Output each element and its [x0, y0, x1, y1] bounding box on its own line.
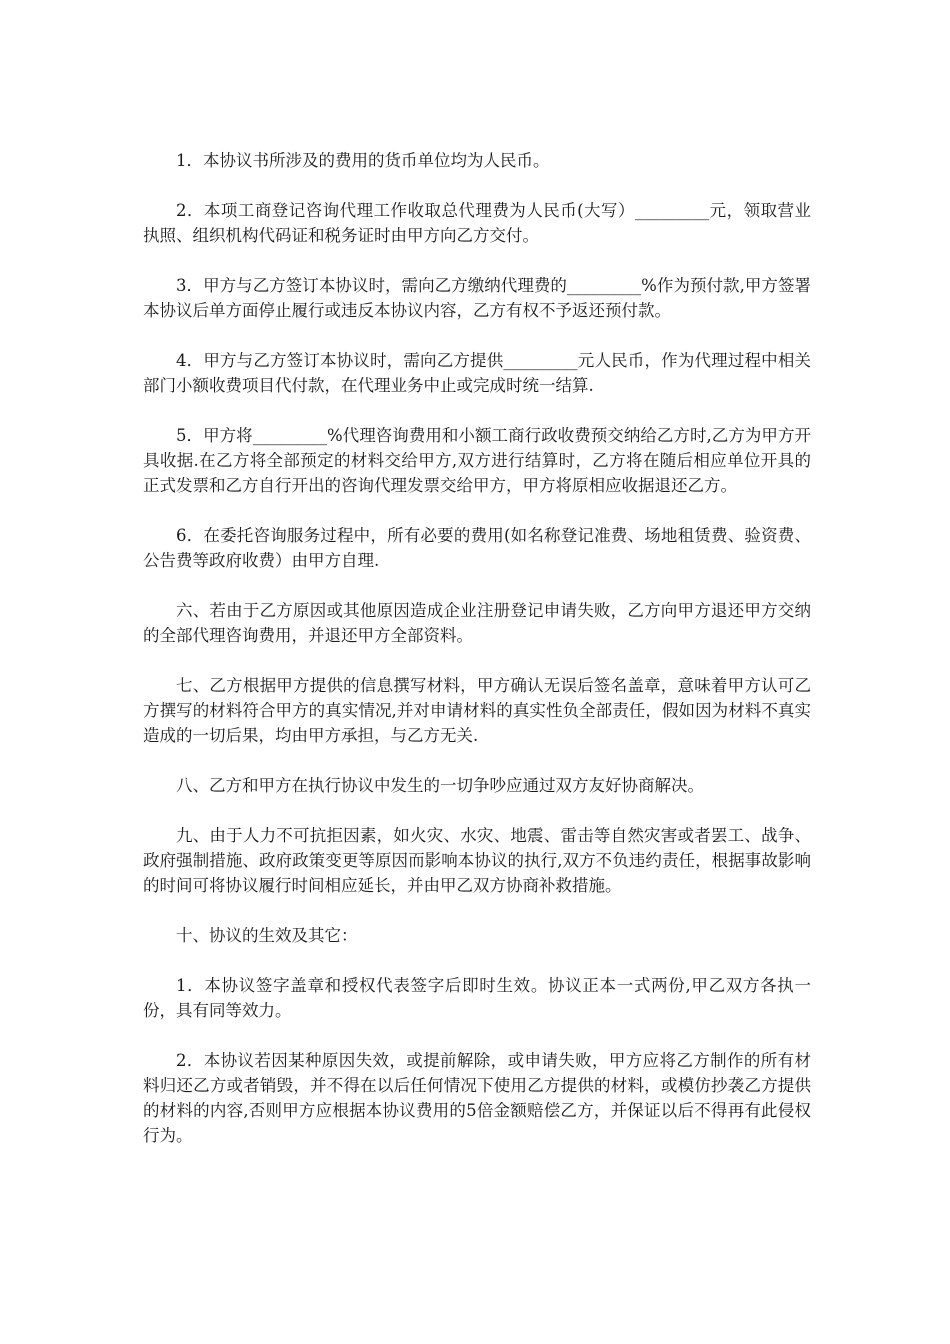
clause-fee-currency: 1．本协议书所涉及的费用的货币单位均为人民币。 — [176, 151, 550, 170]
clause-prepayment: 3．甲方与乙方签订本协议时，需向乙方缴纳代理费的_________%作为预付款,甲方签署本协议后单方面停止履行或违反本协议内容，乙方有权不予返还预付款。 — [143, 276, 811, 320]
clause-seven-materials: 七、乙方根据甲方提供的信息撰写材料，甲方确认无误后签名盖章，意味着甲方认可乙方撰写的材料符合甲方的真实情况,并对申请材料的真实性负全部责任，假如因为材料不真实造成的一切后果，均由甲方承担，与乙方无关. — [143, 676, 811, 745]
clause-nine-force-majeure: 九、由于人力不可抗拒因素，如火灾、水灾、地震、雷击等自然灾害或者罢工、战争、政府强制措施、政府政策变更等原因而影响本协议的执行,双方不负违约责任，根据事故影响的时间可将协议履行时间相应延长，并由甲乙双方协商补救措施。 — [143, 826, 811, 895]
document-body — [143, 148, 811, 1173]
clause-effective: 1．本协议签字盖章和授权代表签字后即时生效。协议正本一式两份,甲乙双方各执一份，具有同等效力。 — [143, 976, 811, 1020]
clause-small-fee-advance: 4．甲方与乙方签订本协议时，需向乙方提供_________元人民币，作为代理过程中相关部门小额收费项目代付款，在代理业务中止或完成时统一结算. — [143, 351, 811, 395]
clause-eight-disputes: 八、乙方和甲方在执行协议中发生的一切争吵应通过双方友好协商解决。 — [176, 776, 704, 795]
clause-necessary-costs: 6．在委托咨询服务过程中，所有必要的费用(如名称登记准费、场地租赁费、验资费、公告费等政府收费）由甲方自理. — [143, 526, 811, 570]
clause-six-refund: 六、若由于乙方原因或其他原因造成企业注册登记申请失败，乙方向甲方退还甲方交纳的全部代理咨询费用，并退还甲方全部资料。 — [143, 601, 811, 645]
clause-total-agency-fee: 2．本项工商登记咨询代理工作收取总代理费为人民币(大写）_________元，领取营业执照、组织机构代码证和税务证时由甲方向乙方交付。 — [143, 201, 811, 245]
clause-termination: 2．本协议若因某种原因失效，或提前解除，或申请失败，甲方应将乙方制作的所有材料归还乙方或者销毁，并不得在以后任何情况下使用乙方提供的材料，或模仿抄袭乙方提供的材料的内容,否则甲方应根据本协议费用的5倍金额赔偿乙方，并保证以后不得再有此侵权行为。 — [143, 1051, 811, 1145]
clause-ten-heading: 十、协议的生效及其它： — [176, 926, 358, 945]
clause-receipt-and-invoice: 5．甲方将_________%代理咨询费用和小额工商行政收费预交纳给乙方时,乙方为甲方开具收据.在乙方将全部预定的材料交给甲方,双方进行结算时，乙方将在随后相应单位开具的正式发票和乙方自行开出的咨询代理发票交给甲方，甲方将原相应收据退还乙方。 — [143, 426, 811, 495]
